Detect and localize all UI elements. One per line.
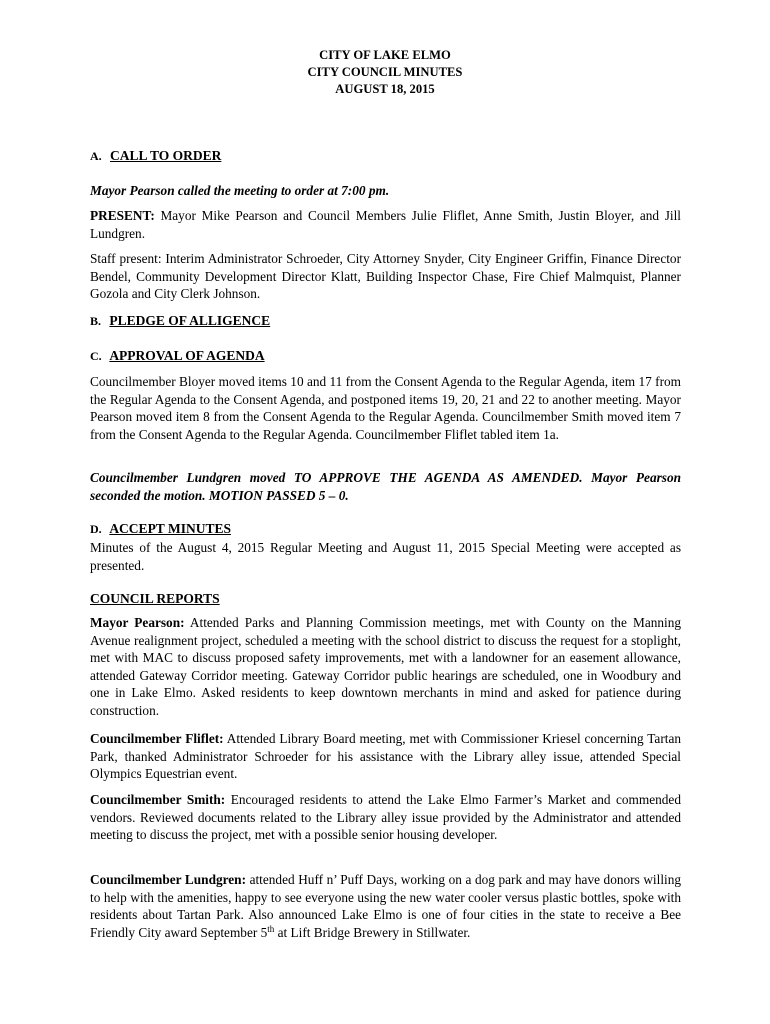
report-name: Councilmember Lundgren: (90, 872, 247, 887)
section-call-to-order (90, 147, 681, 166)
report-block (90, 871, 681, 941)
section-a-letter: A. (90, 149, 102, 163)
header-date: AUGUST 18, 2015 (335, 82, 435, 96)
report-text: attended Huff n’ Puff Days, working on a dog park and may have donors willing to help with the amenities, happy to see everyone using the new water cooler versus plastic bottles, spoke with residents about Tartan Park. Also announced Lake Elmo is one of four cities in the state to receive a Bee Friendly City award September 5 (90, 872, 682, 940)
section-council-reports (90, 590, 681, 608)
report-block (90, 614, 681, 720)
present-label: PRESENT: (90, 208, 155, 223)
present-block (90, 207, 681, 242)
agenda-motion: Councilmember Lundgren moved TO APPROVE THE AGENDA AS AMENDED. Mayor Pearson seconded the motion. MOTION PASSED 5 – 0. (90, 470, 681, 503)
minutes-body-block (90, 539, 681, 574)
minutes-paragraph: Minutes of the August 4, 2015 Regular Meeting and August 11, 2015 Special Meeting were accepted as presented. (90, 540, 681, 573)
section-d-heading (90, 520, 681, 539)
section-accept-minutes (90, 520, 681, 539)
report-text: Attended Library Board meeting, met with Commissioner Kriesel concerning Tartan Park, thanked Administrator Schroeder for his assistance with the Library alley issue, attended Special Olympics Equestrian event. (90, 731, 681, 782)
report-text: Attended Parks and Planning Commission meetings, met with County on the Manning Avenue realignment project, scheduled a meeting with the school district to discuss the request for a stoplight, met with MAC to discuss proposed safety improvements, met with a landowner for an easement allowance, attended Gateway Corridor meeting. Gateway Corridor public hearings are scheduled, one in Woodbury and one in Lake Elmo. Asked residents to keep downtown merchants in mind and asked for patience during construction. (90, 615, 682, 718)
document-header (0, 47, 770, 98)
agenda-motion-block (90, 469, 681, 504)
report-name: Councilmember Smith: (90, 792, 226, 807)
council-reports-title: COUNCIL REPORTS (90, 591, 220, 606)
section-d-title: ACCEPT MINUTES (109, 521, 231, 536)
section-c-title: APPROVAL OF AGENDA (109, 348, 265, 363)
header-doc-type: CITY COUNCIL MINUTES (307, 65, 463, 79)
present-paragraph (90, 207, 681, 242)
report-name: Mayor Pearson: (90, 615, 185, 630)
section-d-letter: D. (90, 522, 102, 536)
report-block (90, 791, 681, 844)
section-c-heading (90, 347, 681, 366)
report-text-after: at Lift Bridge Brewery in Stillwater. (274, 924, 471, 940)
section-approval-of-agenda (90, 347, 681, 366)
report-name: Councilmember Fliflet: (90, 731, 224, 746)
agenda-body-block (90, 373, 681, 443)
report-paragraph (90, 730, 681, 783)
staff-block (90, 250, 681, 303)
report-paragraph (90, 791, 681, 844)
header-city: CITY OF LAKE ELMO (319, 48, 451, 62)
section-b-heading (90, 312, 681, 331)
report-block (90, 730, 681, 783)
report-paragraph (90, 614, 681, 720)
section-b-letter: B. (90, 314, 102, 328)
section-a-heading (90, 147, 681, 166)
report-superscript: th (267, 923, 275, 934)
staff-paragraph: Staff present: Interim Administrator Schroeder, City Attorney Snyder, City Engineer Griffin, Finance Director Bendel, Community Development Director Klatt, Building Inspector Chase, Fire Chief Malmquist, Planner Gozola and City Clerk Johnson. (90, 251, 681, 302)
report-paragraph (90, 871, 681, 941)
present-text: Mayor Mike Pearson and Council Members Julie Fliflet, Anne Smith, Justin Bloyer, and Jill Lundgren. (90, 208, 681, 241)
section-pledge (90, 312, 681, 331)
section-a-title: CALL TO ORDER (110, 148, 222, 163)
council-reports-heading (90, 590, 681, 608)
call-to-order-statement-block (90, 182, 681, 200)
section-c-letter: C. (90, 349, 102, 363)
report-text: Encouraged residents to attend the Lake Elmo Farmer’s Market and commended vendors. Reviewed documents related to the Library alley issue provided by the Administrator and attended meeting to discuss the project, met with a possible senior housing developer. (90, 792, 681, 843)
call-to-order-statement: Mayor Pearson called the meeting to order at 7:00 pm. (90, 183, 390, 198)
agenda-paragraph: Councilmember Bloyer moved items 10 and 11 from the Consent Agenda to the Regular Agenda, item 17 from the Regular Agenda to the Consent Agenda, and postponed items 19, 20, 21 and 22 to another meeting. Mayor Pearson moved item 8 from the Consent Agenda to the Regular Agenda. Councilmember Smith moved item 7 from the Consent Agenda to the Regular Agenda. Councilmember Fliflet tabled item 1a. (90, 374, 681, 442)
section-b-title: PLEDGE OF ALLIGENCE (109, 313, 271, 328)
